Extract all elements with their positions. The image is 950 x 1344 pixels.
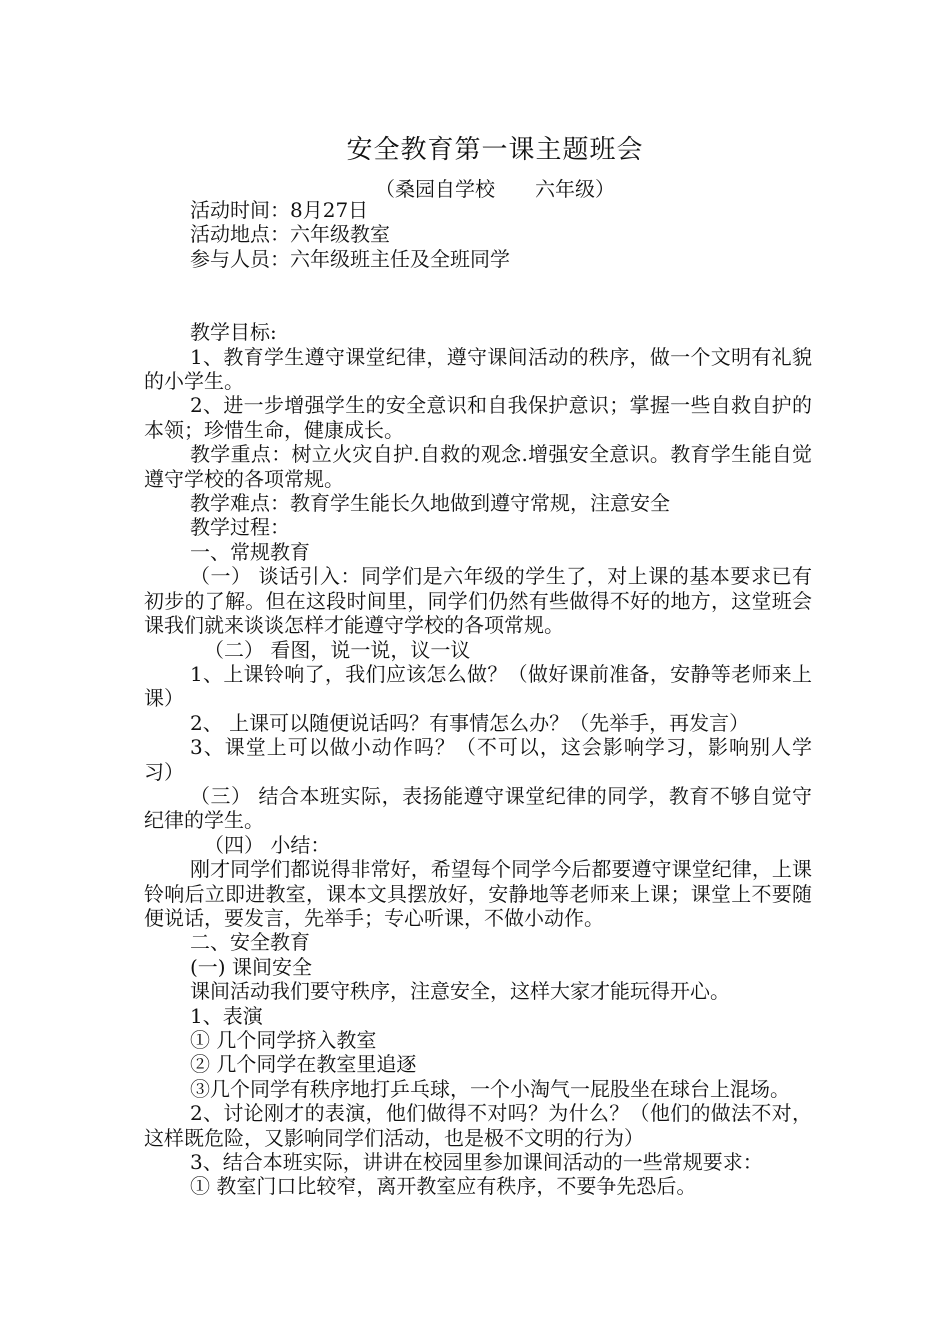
document-subtitle: （桑园自学校 六年级）: [375, 177, 615, 201]
document-body: [144, 198, 812, 1199]
performance-item-2: ② 几个同学在教室里追逐: [190, 1052, 417, 1077]
requirement-item-1: ① 教室门口比较窄，离开教室应有秩序，不要争先恐后。: [190, 1174, 697, 1199]
goals-heading: 教学目标:: [190, 320, 277, 345]
subsection-summary: （四） 小结：: [204, 832, 331, 857]
document-title: 安全教育第一课主题班会: [346, 135, 644, 165]
paragraph-summary: 刚才同学们都说得非常好，希望每个同学今后都要遵守课堂纪律，上课铃响后立即进教室，课本文具摆放好，安静地等老师来上课；课堂上不要随便说话，要发言，先举手；专心听课，不做小动作。: [144, 857, 812, 930]
requirements-heading: 3、结合本班实际，讲讲在校园里参加课间活动的一些常规要求：: [190, 1150, 763, 1175]
subsection-picture-discussion: （二） 看图，说一说，议一议: [204, 637, 471, 662]
section-heading-routine: 一、常规教育: [190, 539, 310, 564]
activity-time: 活动时间：8月27日: [190, 198, 369, 222]
difficult-points: 教学难点：教育学生能长久地做到遵守常规，注意安全: [190, 491, 670, 516]
activity-location: 活动地点：六年级教室: [190, 222, 390, 247]
paragraph-praise: （三） 结合本班实际，表扬能遵守课堂纪律的同学，教育不够自觉守纪律的学生。: [144, 783, 812, 833]
participants: 参与人员：六年级班主任及全班同学: [190, 246, 510, 271]
key-points: 教学重点：树立火灾自护.自救的观念.增强安全意识。教育学生能自觉遵守学校的各项常规。: [144, 442, 812, 491]
paragraph-break-activity: 课间活动我们要守秩序，注意安全，这样大家才能玩得开心。: [190, 979, 730, 1004]
goal-item-2: 2、进一步增强学生的安全意识和自我保护意识；掌握一些自救自护的本领；珍惜生命，健康成长。: [144, 393, 812, 442]
performance-item-3: ③几个同学有秩序地打乒乓球，一个小淘气一屁股坐在球台上混场。: [190, 1076, 790, 1101]
performance-item-1: ① 几个同学挤入教室: [190, 1028, 377, 1052]
goal-item-1: 1、教育学生遵守课堂纪律，遵守课间活动的秩序，做一个文明有礼貌的小学生。: [144, 344, 812, 394]
question-item-3: 3、课堂上可以做小动作吗？（不可以，这会影响学习，影响别人学习）: [144, 735, 812, 784]
discussion-item: 2、讨论刚才的表演，他们做得不对吗？为什么？（他们的做法不对，这样既危险，又影响同学们活动，也是极不文明的行为）: [144, 1101, 812, 1150]
subsection-break-safety: (一) 课间安全: [190, 954, 312, 979]
section-heading-safety: 二、安全教育: [190, 930, 310, 955]
spacer: [144, 271, 812, 320]
performance-heading: 1、表演: [190, 1003, 263, 1028]
question-item-2: 2、 上课可以随便说话吗？有事情怎么办？（先举手，再发言）: [190, 710, 750, 735]
process-heading: 教学过程：: [190, 515, 290, 540]
question-item-1: 1、上课铃响了，我们应该怎么做？（做好课前准备，安静等老师来上课）: [144, 661, 812, 711]
paragraph-intro: （一） 谈话引入：同学们是六年级的学生了，对上课的基本要求已有初步的了解。但在这段时间里，同学们仍然有些做得不好的地方，这堂班会课我们就来谈谈怎样才能遵守学校的各项常规。: [144, 564, 812, 638]
